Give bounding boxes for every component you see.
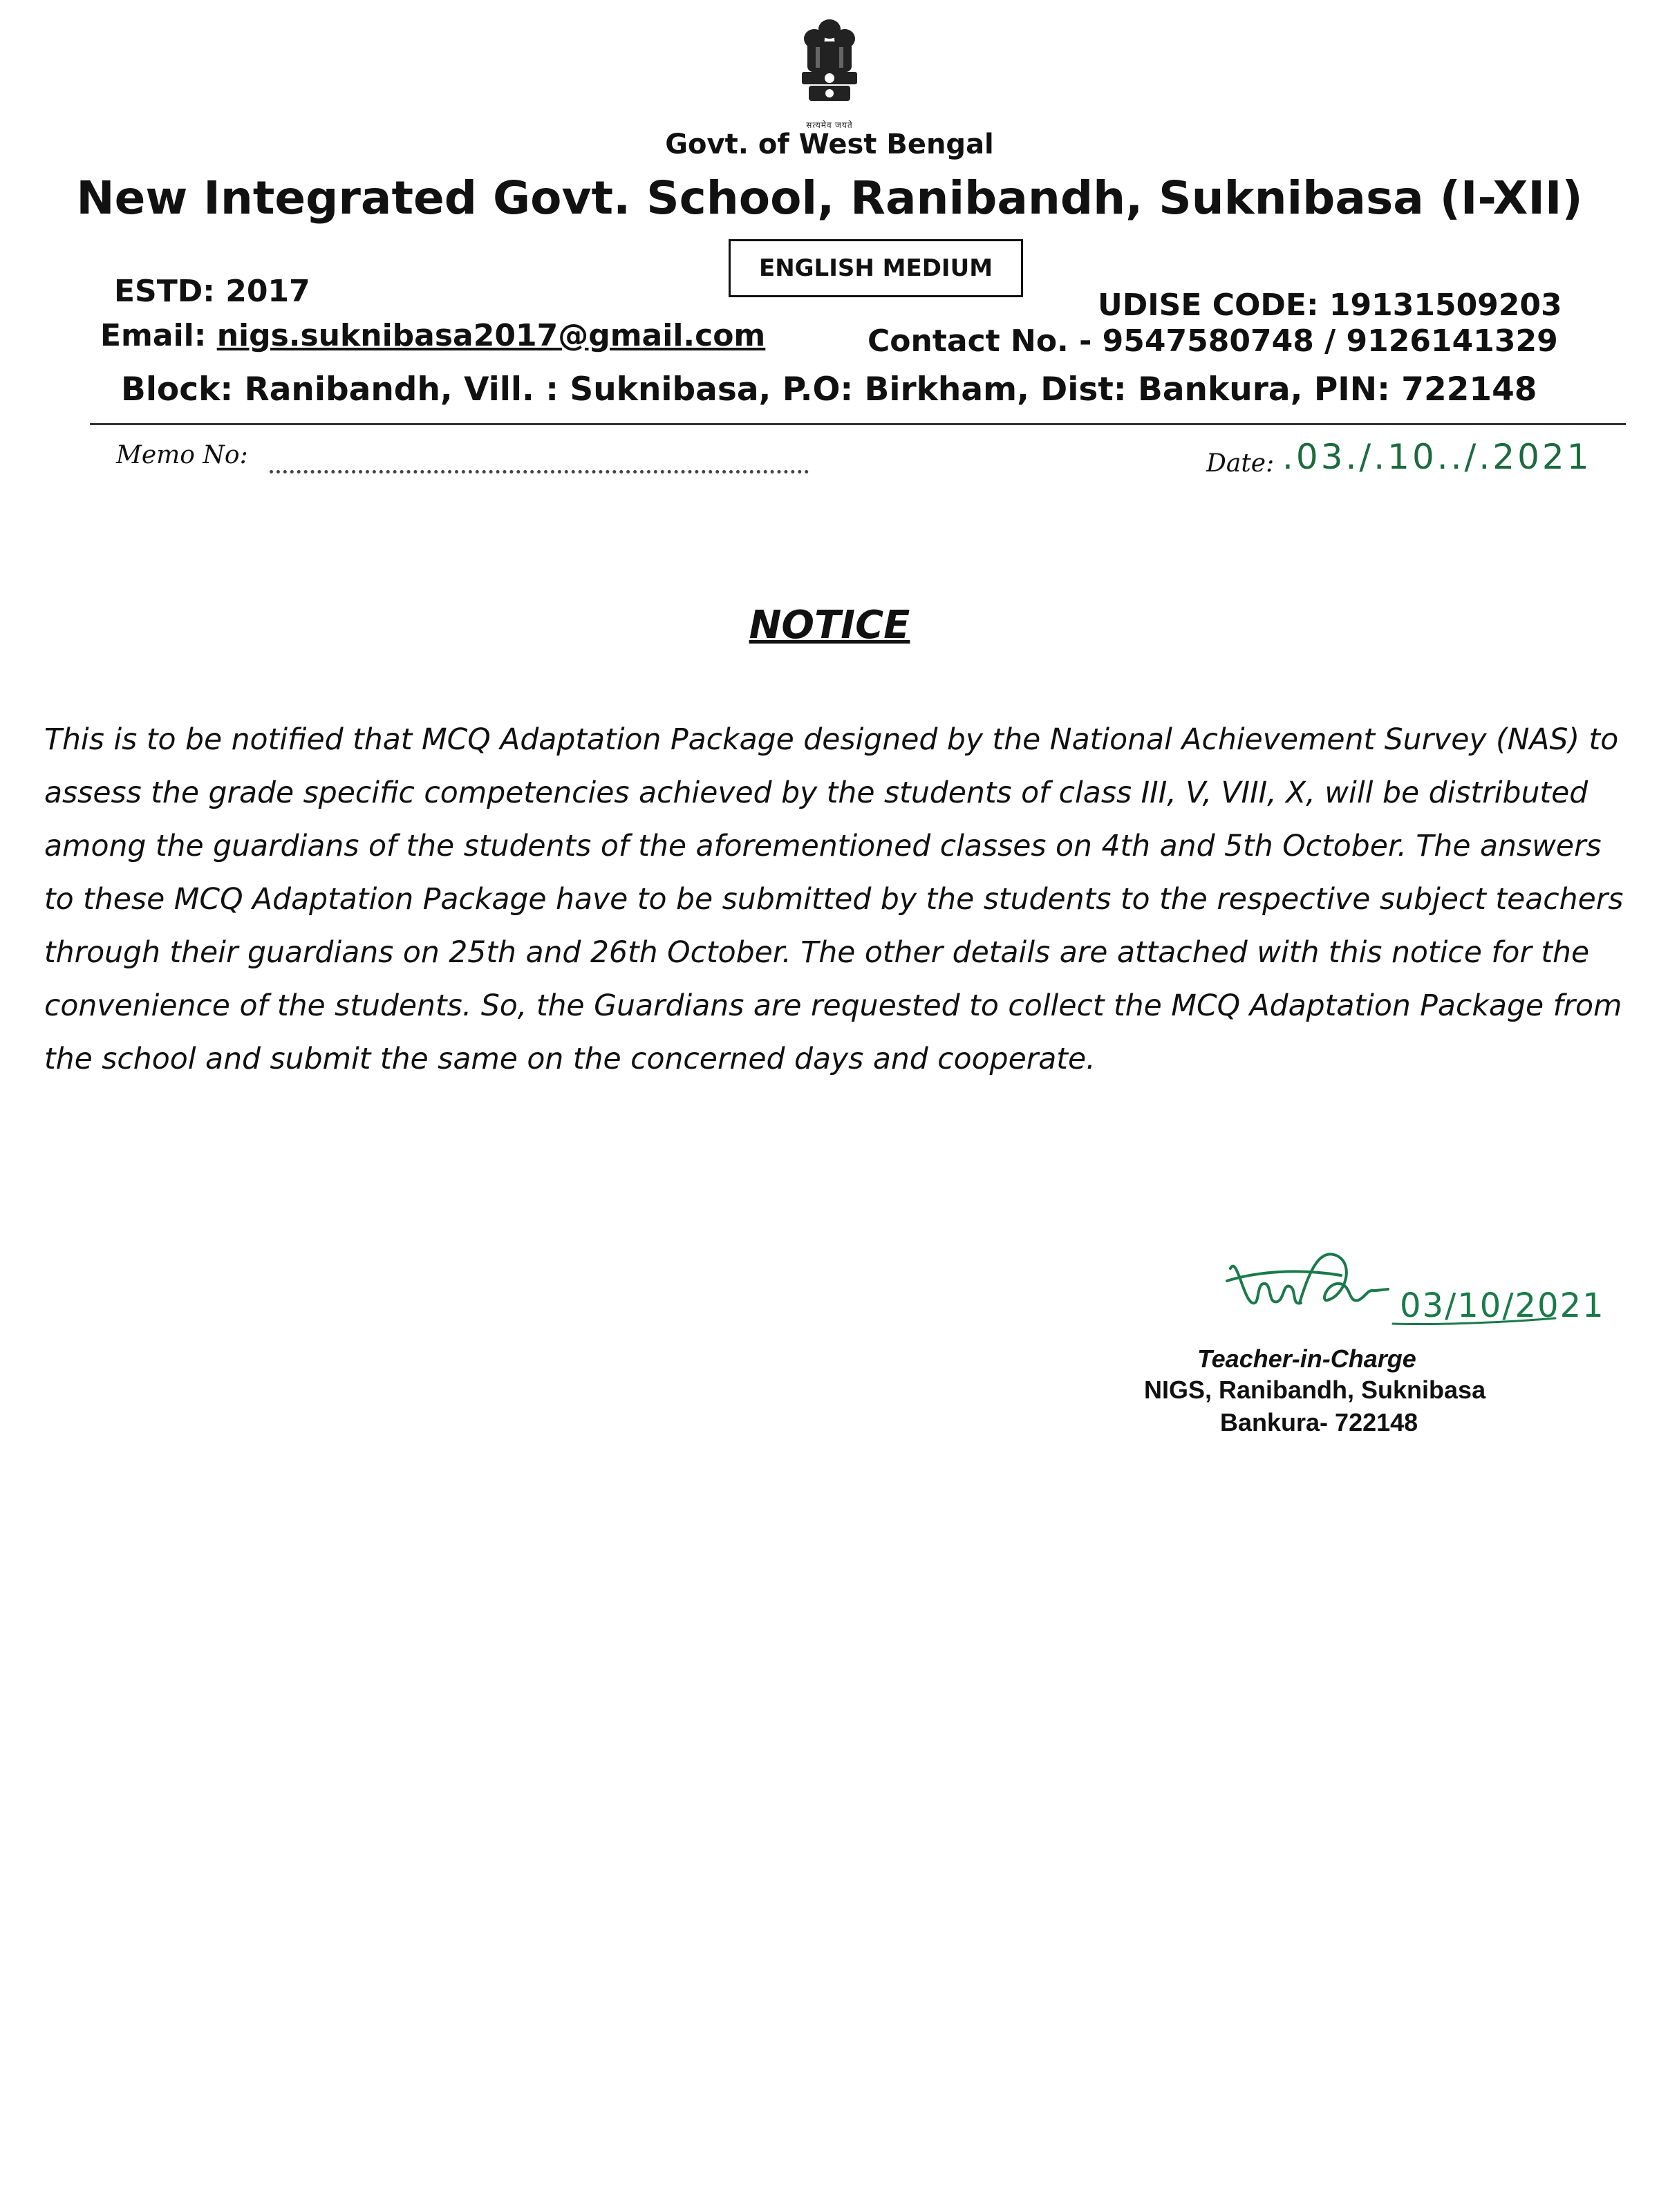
handwritten-date: .03./.10../.2021 bbox=[1282, 437, 1592, 477]
emblem-caption: सत्यमेव जयते bbox=[806, 120, 853, 130]
email-line bbox=[100, 318, 765, 353]
contact-numbers: Contact No. - 9547580748 / 9126141329 bbox=[868, 324, 1558, 359]
notice-body: This is to be notified that MCQ Adaptation Package designed by the National Achievement Survey (NAS) to assess the grade specific competencies achieved by the students of class III, V, VIII, X, will be distributed among the guardians of the students of the aforementioned classes on 4th and 5th October. The answers to these MCQ Adaptation Package have to be submitted by the students to the respective subject teachers through their guardians on 25th and 26th October. The other details are attached with this notice for the convenience of the students. So, the Guardians are requested to collect the MCQ Adaptation Package from the school and submit the same on the concerned days and cooperate. bbox=[44, 723, 1624, 1076]
header-divider bbox=[90, 423, 1626, 425]
date-label: Date: bbox=[1206, 449, 1275, 478]
state-emblem-icon bbox=[781, 14, 878, 118]
email-label: Email: bbox=[100, 318, 217, 353]
signatory-organization: NIGS, Ranibandh, Suknibasa bbox=[1144, 1376, 1486, 1404]
established-year: ESTD: 2017 bbox=[114, 274, 310, 309]
school-address: Block: Ranibandh, Vill. : Suknibasa, P.O: Birkham, Dist: Bankura, PIN: 722148 bbox=[121, 371, 1537, 409]
government-line: Govt. of West Bengal bbox=[665, 129, 994, 160]
signature-date: 03/10/2021 bbox=[1400, 1286, 1605, 1325]
memo-label: Memo No: bbox=[116, 441, 248, 469]
email-link[interactable]: nigs.suknibasa2017@gmail.com bbox=[216, 318, 766, 353]
signatory-title: Teacher-in-Charge bbox=[1197, 1344, 1416, 1373]
signatory-location: Bankura- 722148 bbox=[1220, 1408, 1418, 1436]
udise-code: UDISE CODE: 19131509203 bbox=[1098, 288, 1562, 323]
school-name: New Integrated Govt. School, Ranibandh, Suknibasa (I-XII) bbox=[76, 171, 1583, 225]
signature-icon bbox=[1217, 1241, 1605, 1344]
notice-title: NOTICE bbox=[749, 603, 910, 648]
medium-badge: ENGLISH MEDIUM bbox=[729, 239, 1023, 297]
memo-number-blank bbox=[270, 449, 809, 474]
